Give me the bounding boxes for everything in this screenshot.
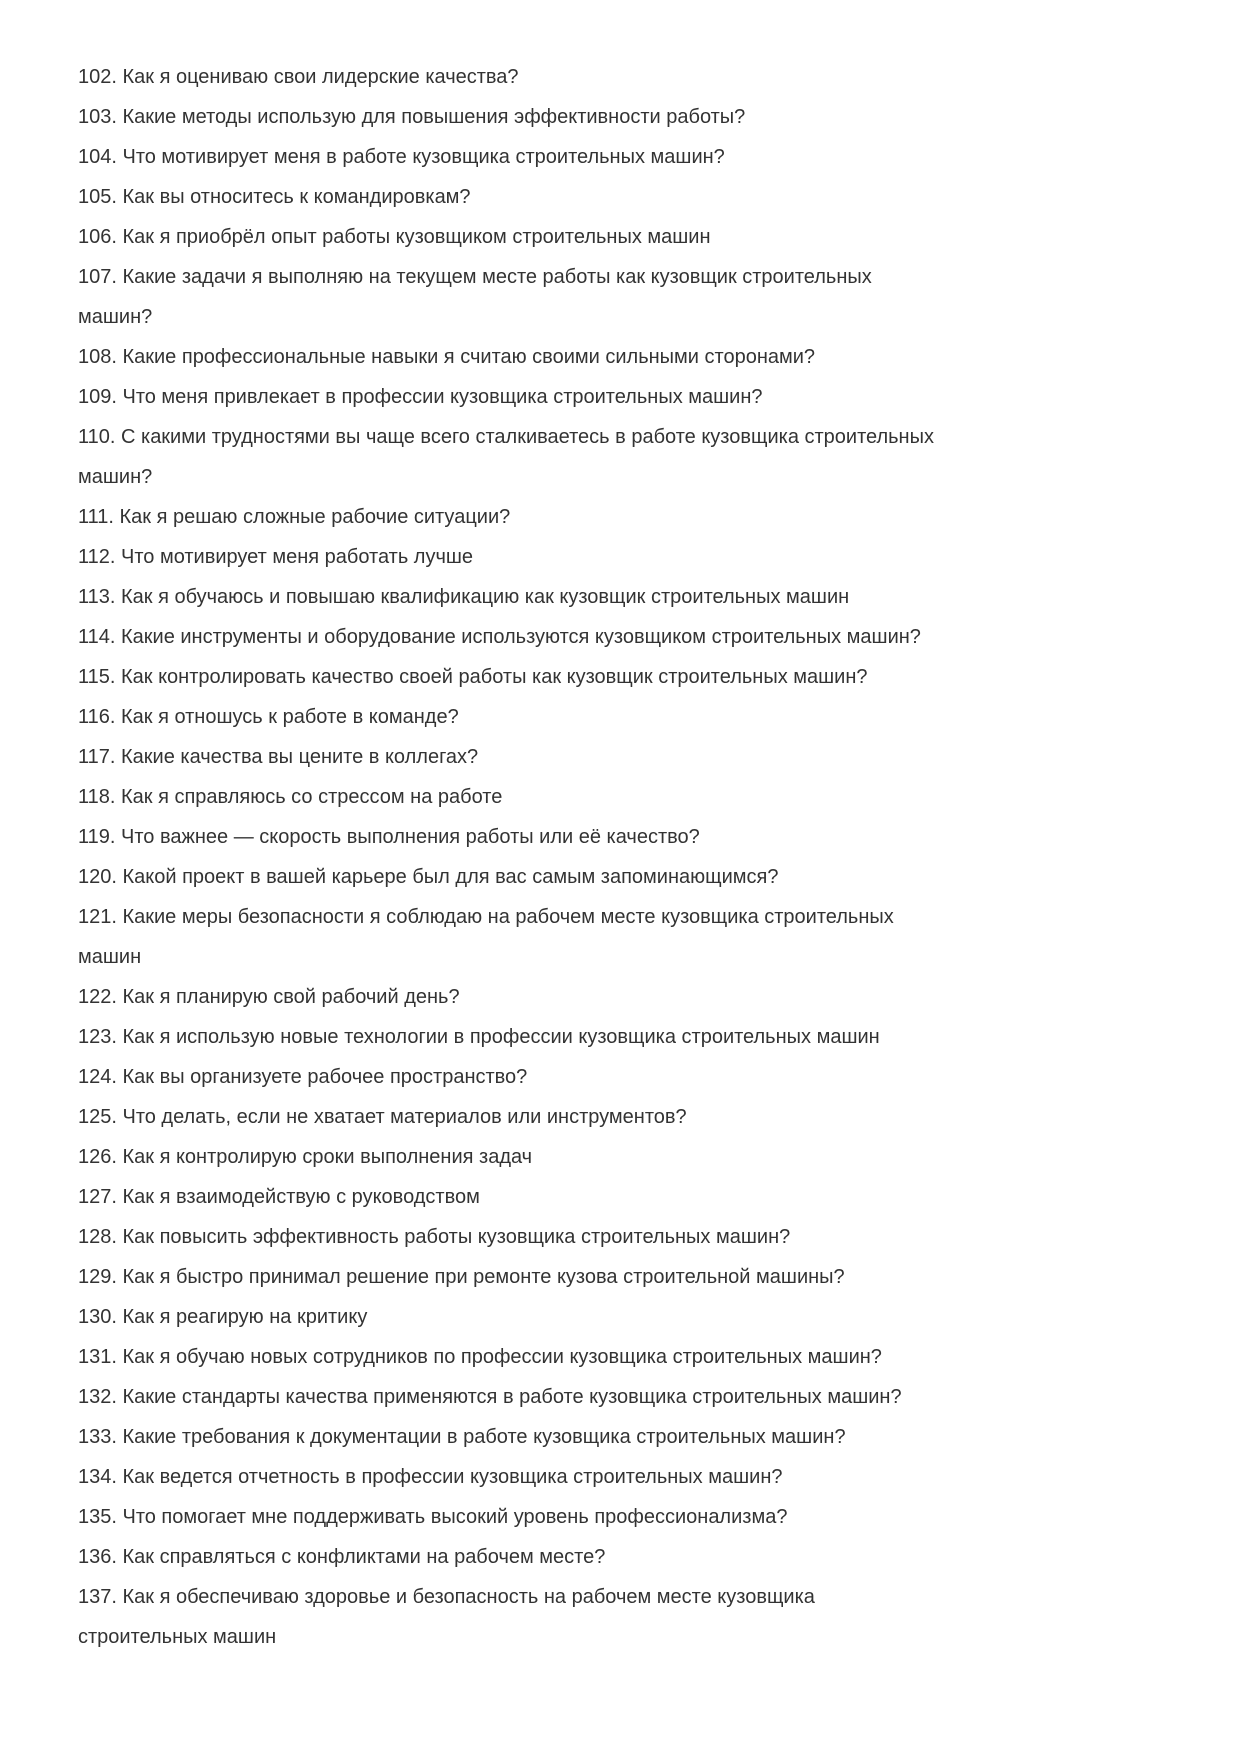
question-text: 137. Как я обеспечиваю здоровье и безопасность на рабочем месте кузовщика xyxy=(78,1586,815,1608)
question-text: 126. Как я контролирую сроки выполнения задач xyxy=(78,1146,533,1168)
list-item xyxy=(78,1257,1169,1297)
question-text: 131. Как я обучаю новых сотрудников по профессии кузовщика строительных машин? xyxy=(78,1346,882,1368)
question-text-continued: машин? xyxy=(78,306,153,328)
question-text: 105. Как вы относитесь к командировкам? xyxy=(78,186,471,208)
question-text: 133. Какие требования к документации в работе кузовщика строительных машин? xyxy=(78,1426,846,1448)
list-item xyxy=(78,537,1169,577)
question-text: 115. Как контролировать качество своей работы как кузовщик строительных машин? xyxy=(78,666,868,688)
list-item xyxy=(78,1057,1169,1097)
question-text: 129. Как я быстро принимал решение при ремонте кузова строительной машины? xyxy=(78,1266,845,1288)
question-text: 123. Как я использую новые технологии в профессии кузовщика строительных машин xyxy=(78,1026,880,1048)
list-item xyxy=(78,417,1169,497)
list-item xyxy=(78,817,1169,857)
question-text: 119. Что важнее — скорость выполнения работы или её качество? xyxy=(78,826,700,848)
question-text: 114. Какие инструменты и оборудование используются кузовщиком строительных машин? xyxy=(78,626,921,648)
question-text: 104. Что мотивирует меня в работе кузовщика строительных машин? xyxy=(78,146,725,168)
question-text-continued: машин? xyxy=(78,466,153,488)
list-item xyxy=(78,1337,1169,1377)
list-item xyxy=(78,857,1169,897)
list-item xyxy=(78,577,1169,617)
list-item xyxy=(78,617,1169,657)
question-text: 124. Как вы организуете рабочее пространство? xyxy=(78,1066,528,1088)
question-text-continued: машин xyxy=(78,946,142,968)
list-item xyxy=(78,897,1169,977)
question-text: 107. Какие задачи я выполняю на текущем месте работы как кузовщик строительных xyxy=(78,266,872,288)
list-item xyxy=(78,337,1169,377)
question-text: 128. Как повысить эффективность работы кузовщика строительных машин? xyxy=(78,1226,791,1248)
question-text: 111. Как я решаю сложные рабочие ситуации? xyxy=(78,506,511,528)
list-item xyxy=(78,377,1169,417)
list-item xyxy=(78,177,1169,217)
question-text: 109. Что меня привлекает в профессии кузовщика строительных машин? xyxy=(78,386,763,408)
list-item xyxy=(78,137,1169,177)
list-item xyxy=(78,697,1169,737)
list-item xyxy=(78,1457,1169,1497)
question-text: 122. Как я планирую свой рабочий день? xyxy=(78,986,460,1008)
question-text: 117. Какие качества вы цените в коллегах? xyxy=(78,746,479,768)
question-text: 135. Что помогает мне поддерживать высокий уровень профессионализма? xyxy=(78,1506,788,1528)
question-text: 125. Что делать, если не хватает материалов или инструментов? xyxy=(78,1106,687,1128)
list-item xyxy=(78,1537,1169,1577)
list-item xyxy=(78,1417,1169,1457)
list-item xyxy=(78,737,1169,777)
question-text: 103. Какие методы использую для повышения эффективности работы? xyxy=(78,106,746,128)
list-item xyxy=(78,97,1169,137)
list-item xyxy=(78,977,1169,1017)
question-text: 130. Как я реагирую на критику xyxy=(78,1306,368,1328)
list-item xyxy=(78,657,1169,697)
question-text: 110. С какими трудностями вы чаще всего сталкиваетесь в работе кузовщика строительных xyxy=(78,426,934,448)
list-item xyxy=(78,497,1169,537)
question-text-continued: строительных машин xyxy=(78,1626,277,1648)
list-item xyxy=(78,257,1169,337)
list-item xyxy=(78,1497,1169,1537)
list-item xyxy=(78,1297,1169,1337)
question-text: 113. Как я обучаюсь и повышаю квалификацию как кузовщик строительных машин xyxy=(78,586,850,608)
question-text: 134. Как ведется отчетность в профессии кузовщика строительных машин? xyxy=(78,1466,783,1488)
question-text: 108. Какие профессиональные навыки я считаю своими сильными сторонами? xyxy=(78,346,816,368)
list-item xyxy=(78,1097,1169,1137)
question-text: 121. Какие меры безопасности я соблюдаю на рабочем месте кузовщика строительных xyxy=(78,906,894,928)
question-text: 102. Как я оцениваю свои лидерские качества? xyxy=(78,66,519,88)
question-text: 120. Какой проект в вашей карьере был для вас самым запоминающимся? xyxy=(78,866,779,888)
list-item xyxy=(78,57,1169,97)
list-item xyxy=(78,1377,1169,1417)
question-list xyxy=(78,57,1169,1657)
list-item xyxy=(78,1137,1169,1177)
question-text: 118. Как я справляюсь со стрессом на работе xyxy=(78,786,503,808)
question-text: 106. Как я приобрёл опыт работы кузовщиком строительных машин xyxy=(78,226,711,248)
question-text: 132. Какие стандарты качества применяются в работе кузовщика строительных машин? xyxy=(78,1386,902,1408)
list-item xyxy=(78,1217,1169,1257)
question-text: 112. Что мотивирует меня работать лучше xyxy=(78,546,474,568)
list-item xyxy=(78,1017,1169,1057)
list-item xyxy=(78,777,1169,817)
question-text: 116. Как я отношусь к работе в команде? xyxy=(78,706,459,728)
list-item xyxy=(78,217,1169,257)
list-item xyxy=(78,1577,1169,1657)
question-text: 127. Как я взаимодействую с руководством xyxy=(78,1186,480,1208)
list-item xyxy=(78,1177,1169,1217)
question-text: 136. Как справляться с конфликтами на рабочем месте? xyxy=(78,1546,606,1568)
